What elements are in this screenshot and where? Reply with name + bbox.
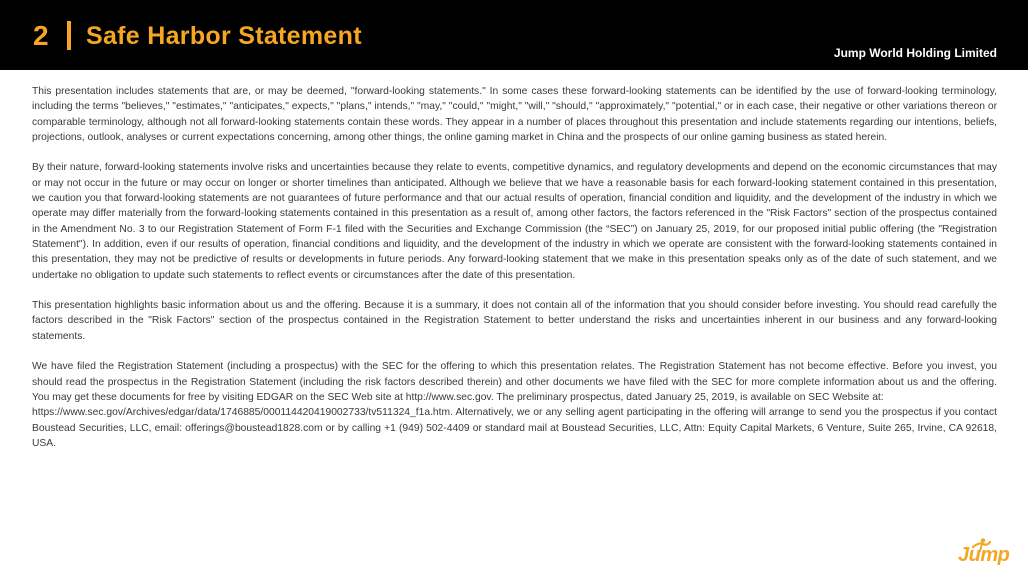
title-divider [67, 21, 71, 50]
slide-title: Safe Harbor Statement [86, 22, 362, 50]
header-bar [0, 0, 1028, 70]
paragraph-summary: This presentation highlights basic information about us and the offering. Because it is a summary, it does not contain all of the information that you should consider before investing. You should read carefully the factors described in the "Risk Factors" section of the prospectus contained in the Registration Statement to better understand the risks and uncertainties inherent in our business and any forward-looking statements. [32, 300, 997, 342]
jump-logo [958, 538, 1020, 570]
paragraph-registration [32, 359, 997, 451]
slide-number: 2 [33, 20, 49, 51]
registration-link-text: https://www.sec.gov/Archives/edgar/data/1746885/000114420419002733/tv511324_f1a.htm. Alternatively, we or any selling agent participating in the offering will arrange to send you the prospectus if you contact Boustead Securities, LLC, email: offerings@boustead1828.com or by calling +1 (949) 502-4409 or standard mail at Boustead Securities, LLC, Attn: Equity Capital Markets, 6 Venture, Suite 265, Irvine, CA 92618, USA. [32, 407, 997, 449]
paragraph-forward-looking: This presentation includes statements that are, or may be deemed, "forward-looking statements." In some cases these forward-looking statements can be identified by the use of forward-looking terminology, including the terms "believes," "estimates," "anticipates," expects," "plans," intends," "may," "could," "might," "will," "should," "approximately," "potential," or in each case, their negative or other variations thereon or comparable terminology, although not all forward-looking statements contain these words. They appear in a number of places throughout this presentation and include statements regarding our intentions, beliefs, projections, outlook, analyses or current expectations concerning, among other things, the online gaming market in China and the prospects of our online gaming business as stated herein. [32, 86, 997, 143]
company-name: Jump World Holding Limited [833, 46, 997, 60]
logo-text: Jump [958, 544, 1010, 566]
safe-harbor-body [32, 84, 997, 451]
paragraph-risks: By their nature, forward-looking statements involve risks and uncertainties because they relate to events, competitive dynamics, and regulatory developments and depend on the economic circumstances that may or may not occur in the future or may occur on longer or shorter timelines than anticipated. Although we believe that we have a reasonable basis for each forward-looking statement contained in this presentation, we caution you that forward-looking statements are not guarantees of future performance and that our actual results of operation, financial condition and liquidity, and the development of the industry in which we operate may differ materially from the forward-looking statements contained in this presentation as a result of, among other factors, the factors referenced in the "Risk Factors" section of the prospectus contained in the Amendment No. 3 to our Registration Statement of Form F-1 filed with the Securities and Exchange Commission (the “SEC”) on January 25, 2019, for our proposed initial public offering (the "Registration Statement"). In addition, even if our results of operation, financial conditions and liquidity, and the development of the industry in which we operate are consistent with the forward-looking statements contained in this presentation, they may not be predictive of results or developments in future periods. Any forward-looking statement that we make in this presentation speaks only as of the date of such statement, and we undertake no obligation to update such statements to reflect events or circumstances after the date of this presentation. [32, 162, 997, 281]
registration-text: We have filed the Registration Statement (including a prospectus) with the SEC for the offering to which this presentation relates. The Registration Statement has not become effective. Before you invest, you should read the prospectus in the Registration Statement (including the risk factors described therein) and other documents we have filed with the SEC for more complete information about us and the offering. You may get these documents for free by visiting EDGAR on the SEC Web site at http://www.sec.gov. The preliminary prospectus, dated January 25, 2019, is available on SEC Website at: [32, 361, 997, 403]
